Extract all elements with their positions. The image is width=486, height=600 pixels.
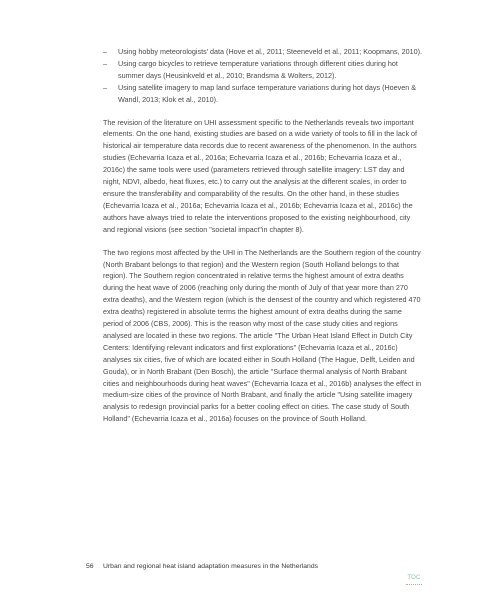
dash-icon: –	[103, 82, 107, 92]
list-item	[103, 58, 423, 82]
toc-label: TOC	[407, 575, 421, 581]
dash-icon: –	[103, 47, 107, 56]
paragraph: The two regions most affected by the UHI in The Netherlands are the Southern region of the country (North Brabant belongs to that region) and the Western region (South Holland belongs to that region). The Southern region concentrated in relative terms the highest amount of extra deaths during the heat wave of 2006 (reaching only during the month of July of that year more than 270 extra deaths), and the Western region (which is the densest of the country and which registered 470 extra deaths) registered in absolute terms the highest amount of extra deaths during the same period of 2006 (CBS, 2006). This is the reason why most of the case study cities and regions analysed are located in these two regions. The article "The Urban Heat Island Effect in Dutch City Centers: Identifying relevant indicators and first explorations" (Echevarria Icaza et al., 2016c) analyses six cities, five of which are located either in South Holland (The Hague, Delft, Leiden and Gouda), or in North Brabant (Den Bosch), the article "Surface thermal analysis of North Brabant cities and neighbourhoods during heat waves" (Echevarria Icaza et al., 2016b) analyses the effect in medium-size cities of the province of North Brabant, and finally the article "Using satellite imagery analysis to redesign provincial parks for a better cooling effect on cities. The case study of South Holland" (Echevarria Icaza et al., 2016a) focuses on the province of South Holland.	[103, 247, 422, 424]
main-content	[103, 46, 423, 425]
dash-icon: –	[103, 58, 107, 68]
page-number: 56	[86, 563, 94, 570]
running-title: Urban and regional heat island adaptation measures in the Netherlands	[103, 563, 318, 570]
list-item	[103, 46, 423, 58]
dotted-underline	[406, 582, 422, 585]
list-item-text: Using satellite imagery to map land surface temperature variations during hot days (Hoeven & Wandl, 2013; Klok et al., 2010).	[118, 82, 417, 104]
list-item	[103, 82, 423, 106]
toc-link[interactable]	[406, 575, 422, 585]
paragraph: The revision of the literature on UHI assessment specific to the Netherlands reveals two important elements. On the one hand, existing studies are based on a wide variety of tools to fill in the lack of historical air temperature data records due to recent awareness of the phenomenon. In the authors studies (Echevarria Icaza et al., 2016a; Echevarria Icaza et al., 2016b; Echevarria Icaza et al., 2016c) the same tools were used (parameters retrieved through satellite imagery: LST day and night, NDVI, albedo, heat fluxes, etc.) to carry out the analysis at the different scales, in order to ensure the transferability and comparability of the results. On the other hand, in these studies (Echevarria Icaza et al., 2016a; Echevarria Icaza et al., 2016b; Echevarria Icaza et al., 2016c) the authors have always tried to relate the interventions proposed to the existing neighbourhood, city and regional visions (see section "societal impact"in chapter 8).	[103, 117, 418, 234]
bullet-list	[103, 46, 423, 106]
list-item-text: Using hobby meteorologists' data (Hove et al., 2011; Steeneveld et al., 2011; Koopmans, 2010).	[118, 47, 422, 56]
list-item-text: Using cargo bicycles to retrieve temperature variations through different cities during hot summer days (Heusinkveld et al., 2010; Brandsma & Wolters, 2012).	[118, 58, 398, 80]
page-footer	[86, 563, 416, 570]
